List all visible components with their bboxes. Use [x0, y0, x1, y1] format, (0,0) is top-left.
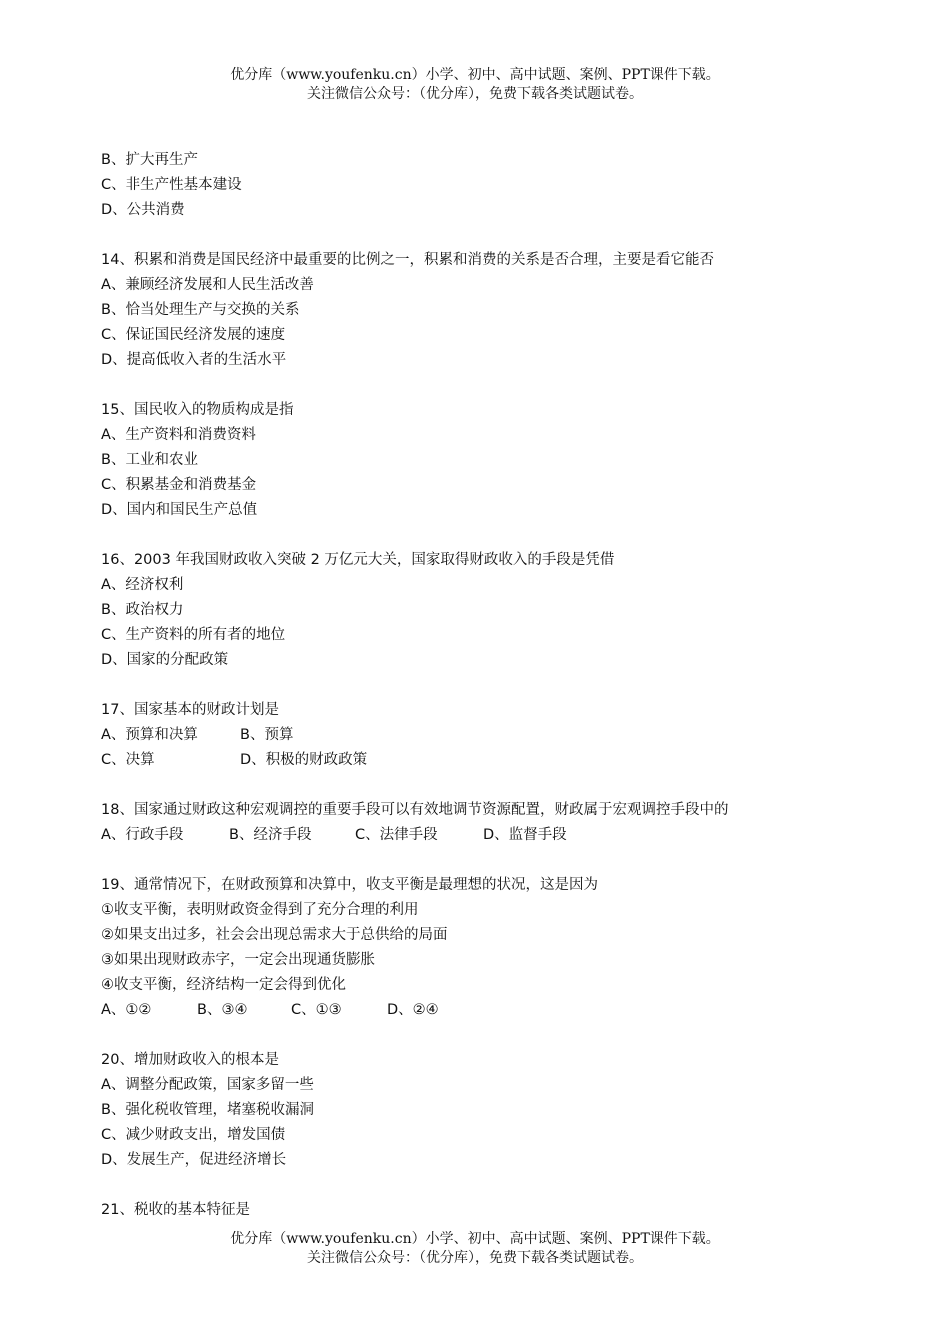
- option-c: C、非生产性基本建设: [101, 177, 242, 193]
- option-c: C、减少财政支出，增发国债: [101, 1127, 286, 1143]
- question-stem: 19、通常情况下，在财政预算和决算中，收支平衡是最理想的状况，这是因为: [101, 877, 598, 893]
- question-stem: 18、国家通过财政这种宏观调控的重要手段可以有效地调节资源配置，财政属于宏观调控手段中的: [101, 802, 729, 818]
- question-21: [101, 1198, 861, 1223]
- option-c: C、法律手段: [355, 827, 438, 843]
- option-c: C、保证国民经济发展的速度: [101, 327, 286, 343]
- option-a: A、调整分配政策，国家多留一些: [101, 1077, 314, 1093]
- spacer: [101, 1173, 861, 1198]
- question-17: [101, 698, 861, 773]
- option-c: C、生产资料的所有者的地位: [101, 627, 286, 643]
- question-stem: 17、国家基本的财政计划是: [101, 702, 279, 718]
- question-16: [101, 548, 861, 673]
- option-d: D、国内和国民生产总值: [101, 502, 258, 518]
- option-d: D、发展生产，促进经济增长: [101, 1152, 287, 1168]
- spacer: [101, 673, 861, 698]
- spacer: [101, 373, 861, 398]
- options-row: [101, 998, 861, 1023]
- bottom-banner: [0, 1230, 950, 1268]
- question-20: [101, 1048, 861, 1173]
- option-c: C、①③: [291, 1002, 342, 1018]
- statement-1: ①收支平衡，表明财政资金得到了充分合理的利用: [101, 902, 419, 918]
- option-a: A、①②: [101, 1002, 152, 1018]
- option-a: A、兼顾经济发展和人民生活改善: [101, 277, 314, 293]
- spacer: [101, 523, 861, 548]
- spacer: [101, 1023, 861, 1048]
- option-d: D、积极的财政政策: [240, 752, 368, 768]
- option-b: B、恰当处理生产与交换的关系: [101, 302, 300, 318]
- question-stem: 14、积累和消费是国民经济中最重要的比例之一，积累和消费的关系是否合理，主要是看它能否: [101, 252, 714, 268]
- question-19: [101, 873, 861, 1023]
- question-14: [101, 248, 861, 373]
- question-stem: 15、国民收入的物质构成是指: [101, 402, 294, 418]
- option-d: D、国家的分配政策: [101, 652, 229, 668]
- option-b: B、③④: [197, 1002, 248, 1018]
- option-b: B、政治权力: [101, 602, 184, 618]
- question-13-tail: [101, 148, 861, 223]
- option-c: C、积累基金和消费基金: [101, 477, 257, 493]
- question-18: [101, 798, 861, 848]
- statement-4: ④收支平衡，经济结构一定会得到优化: [101, 977, 346, 993]
- banner-line-2: 关注微信公众号：（优分库），免费下载各类试题试卷。: [307, 86, 643, 102]
- question-stem: 20、增加财政收入的根本是: [101, 1052, 279, 1068]
- option-b: B、工业和农业: [101, 452, 198, 468]
- option-d: D、②④: [387, 1002, 439, 1018]
- option-b: B、预算: [240, 727, 294, 743]
- options-row-2: [101, 748, 861, 773]
- question-15: [101, 398, 861, 523]
- top-banner: [0, 66, 950, 104]
- option-d: D、公共消费: [101, 202, 185, 218]
- option-a: A、经济权利: [101, 577, 184, 593]
- banner-line-1: 优分库（www.youfenku.cn）小学、初中、高中试题、案例、PPT课件下载。: [230, 1231, 720, 1247]
- spacer: [101, 223, 861, 248]
- option-d: D、监督手段: [483, 827, 567, 843]
- option-c: C、决算: [101, 752, 155, 768]
- option-b: B、扩大再生产: [101, 152, 198, 168]
- option-a: A、行政手段: [101, 827, 184, 843]
- option-d: D、提高低收入者的生活水平: [101, 352, 287, 368]
- banner-line-2: 关注微信公众号：（优分库），免费下载各类试题试卷。: [307, 1250, 643, 1266]
- question-stem: 16、2003 年我国财政收入突破 2 万亿元大关，国家取得财政收入的手段是凭借: [101, 552, 615, 568]
- question-stem: 21、税收的基本特征是: [101, 1202, 250, 1218]
- options-row-1: [101, 723, 861, 748]
- banner-line-1: 优分库（www.youfenku.cn）小学、初中、高中试题、案例、PPT课件下载。: [230, 67, 720, 83]
- option-b: B、经济手段: [229, 827, 312, 843]
- question-list: [101, 148, 861, 1223]
- option-b: B、强化税收管理，堵塞税收漏洞: [101, 1102, 314, 1118]
- option-a: A、预算和决算: [101, 727, 198, 743]
- statement-2: ②如果支出过多，社会会出现总需求大于总供给的局面: [101, 927, 448, 943]
- options-row: [101, 823, 861, 848]
- option-a: A、生产资料和消费资料: [101, 427, 256, 443]
- spacer: [101, 848, 861, 873]
- spacer: [101, 773, 861, 798]
- statement-3: ③如果出现财政赤字，一定会出现通货膨胀: [101, 952, 375, 968]
